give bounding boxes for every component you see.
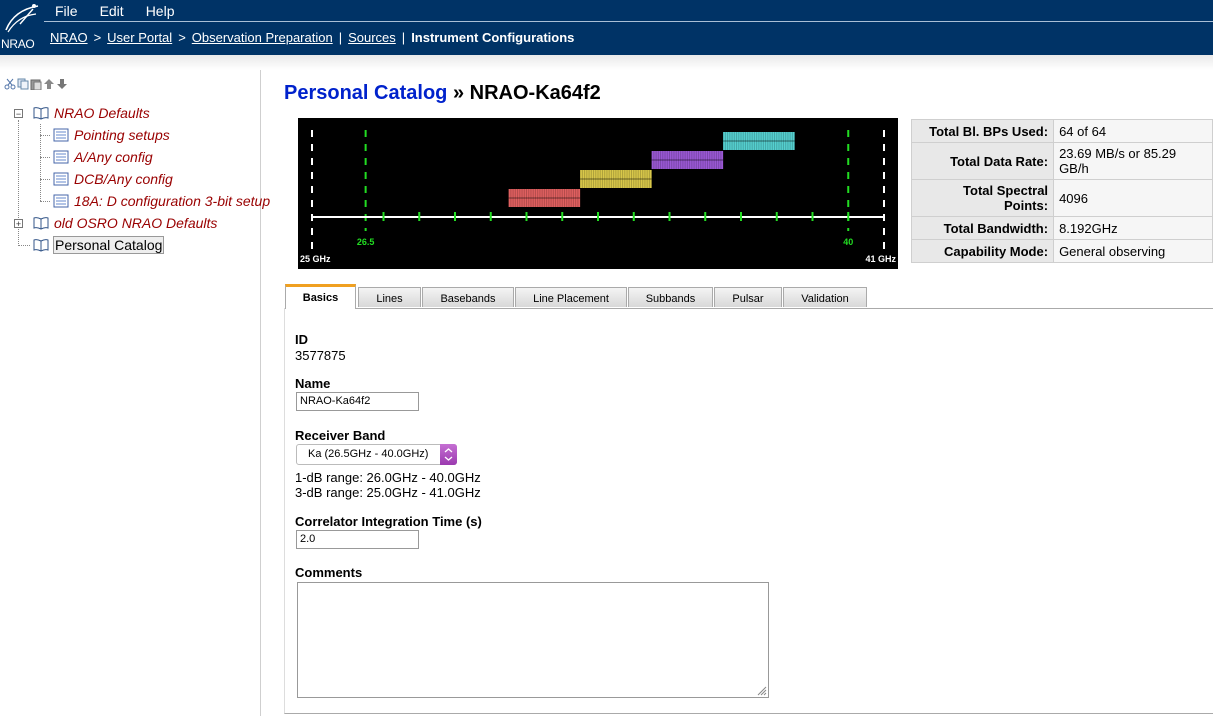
tab-line-placement[interactable]: Line Placement: [515, 287, 627, 307]
breadcrumb-user-portal[interactable]: User Portal: [107, 30, 173, 45]
basics-panel: [284, 308, 1213, 714]
menu-help[interactable]: Help: [145, 3, 175, 19]
move-down-icon[interactable]: [56, 78, 68, 90]
stat-value: 64 of 64: [1054, 120, 1213, 143]
comments-textarea[interactable]: [297, 582, 769, 698]
logo-text: NRAO: [1, 37, 35, 51]
receiver-band-select[interactable]: [296, 444, 457, 465]
breadcrumb-current: Instrument Configurations: [411, 30, 575, 45]
stat-value: 23.69 MB/s or 85.29 GB/h: [1054, 143, 1213, 180]
frequency-plot-svg: [298, 118, 898, 269]
stat-row: [912, 217, 1213, 240]
tree-item-18a-d-configuration[interactable]: [0, 192, 271, 212]
tab-lines[interactable]: Lines: [358, 287, 421, 307]
tree-label: old OSRO NRAO Defaults: [54, 215, 218, 231]
book-icon: [33, 238, 49, 252]
tree-item-dcb-any-config[interactable]: [0, 170, 260, 190]
name-label: Name: [295, 376, 331, 391]
tree-folder-nrao-defaults[interactable]: [0, 104, 260, 124]
book-icon: [33, 106, 49, 120]
document-icon: [53, 172, 69, 186]
tab-basebands[interactable]: Basebands: [422, 287, 514, 307]
receiver-band-label: Receiver Band: [295, 428, 386, 443]
range-low-label: 25 GHz: [300, 254, 331, 264]
integration-time-input[interactable]: 2.0: [296, 530, 419, 549]
frequency-plot: [298, 118, 898, 269]
three-db-range: 3-dB range: 25.0GHz - 41.0GHz: [295, 485, 481, 500]
collapse-toggle[interactable]: −: [15, 109, 22, 119]
tab-validation[interactable]: Validation: [783, 287, 867, 307]
tab-basics[interactable]: Basics: [285, 284, 356, 309]
tree-label-selected: Personal Catalog: [55, 237, 163, 253]
stat-value: 8.192GHz: [1054, 217, 1213, 240]
copy-icon[interactable]: [17, 78, 29, 90]
tree-folder-personal-catalog[interactable]: [0, 236, 260, 256]
tree-toolbar: [4, 78, 69, 92]
paste-icon[interactable]: [30, 78, 42, 90]
tab-subbands[interactable]: Subbands: [628, 287, 713, 307]
cut-icon[interactable]: [4, 78, 16, 90]
expand-toggle[interactable]: +: [15, 219, 22, 229]
id-value: 3577875: [295, 348, 346, 363]
tab-pulsar[interactable]: Pulsar: [714, 287, 782, 307]
receiver-band-value: Ka (26.5GHz - 40.0GHz): [308, 448, 429, 460]
nrao-logo[interactable]: [0, 0, 42, 55]
menu-bar: [44, 3, 185, 19]
document-icon: [53, 128, 69, 142]
stat-label: Total Bandwidth:: [912, 217, 1054, 240]
tree-label: 18A: D configuration 3-bit setup: [74, 193, 271, 209]
book-icon: [33, 216, 49, 230]
stat-row: [912, 240, 1213, 263]
tree-item-pointing-setups[interactable]: [0, 126, 260, 146]
stat-label: Total Data Rate:: [912, 143, 1054, 180]
stat-value: 4096: [1054, 180, 1213, 217]
top-bar: [0, 0, 1213, 55]
tree-label: A/Any config: [74, 149, 153, 165]
id-label: ID: [295, 332, 308, 347]
select-arrows-icon: [440, 444, 457, 465]
resize-handle-icon[interactable]: [755, 684, 767, 696]
range-high-label: 41 GHz: [865, 254, 896, 264]
stat-row: [912, 120, 1213, 143]
catalog-title-link[interactable]: Personal Catalog: [284, 82, 448, 104]
tree-label: DCB/Any config: [74, 171, 173, 187]
config-name-title: NRAO-Ka64f2: [469, 82, 601, 104]
page-title: [284, 82, 601, 105]
stat-label: Capability Mode:: [912, 240, 1054, 263]
breadcrumb: [50, 30, 574, 45]
menu-divider: [44, 21, 1213, 22]
document-icon: [53, 194, 69, 208]
comments-label: Comments: [295, 565, 363, 580]
menu-edit[interactable]: Edit: [99, 3, 124, 19]
name-input[interactable]: NRAO-Ka64f2: [296, 392, 419, 411]
breadcrumb-separator: |: [338, 30, 343, 45]
header-shadow: [0, 55, 1213, 70]
tree-folder-old-osro[interactable]: [0, 214, 260, 234]
stat-value: General observing: [1054, 240, 1213, 263]
breadcrumb-sources[interactable]: Sources: [348, 30, 396, 45]
tree-label: Pointing setups: [74, 127, 170, 143]
menu-file[interactable]: File: [55, 3, 78, 19]
stats-table: [911, 119, 1213, 263]
breadcrumb-separator: |: [401, 30, 406, 45]
document-icon: [53, 150, 69, 164]
breadcrumb-observation-preparation[interactable]: Observation Preparation: [191, 30, 333, 45]
nrao-logo-icon: [0, 0, 42, 38]
receiver-high-label: 40: [843, 237, 854, 247]
tree-item-a-any-config[interactable]: [0, 148, 260, 168]
title-separator: »: [452, 82, 465, 104]
breadcrumb-separator: >: [178, 30, 186, 45]
tree-label: NRAO Defaults: [54, 105, 150, 121]
catalog-sidebar: [0, 70, 271, 716]
integration-time-label: Correlator Integration Time (s): [295, 514, 482, 529]
stat-label: Total Bl. BPs Used:: [912, 120, 1054, 143]
breadcrumb-nrao[interactable]: NRAO: [50, 30, 88, 45]
one-db-range: 1-dB range: 26.0GHz - 40.0GHz: [295, 470, 481, 485]
tab-bar: [284, 284, 1213, 309]
receiver-low-label: 26.5: [356, 237, 375, 247]
stat-row: [912, 143, 1213, 180]
stat-row: [912, 180, 1213, 217]
breadcrumb-separator: >: [93, 30, 102, 45]
move-up-icon[interactable]: [43, 78, 55, 90]
stat-label: Total Spectral Points:: [912, 180, 1054, 217]
